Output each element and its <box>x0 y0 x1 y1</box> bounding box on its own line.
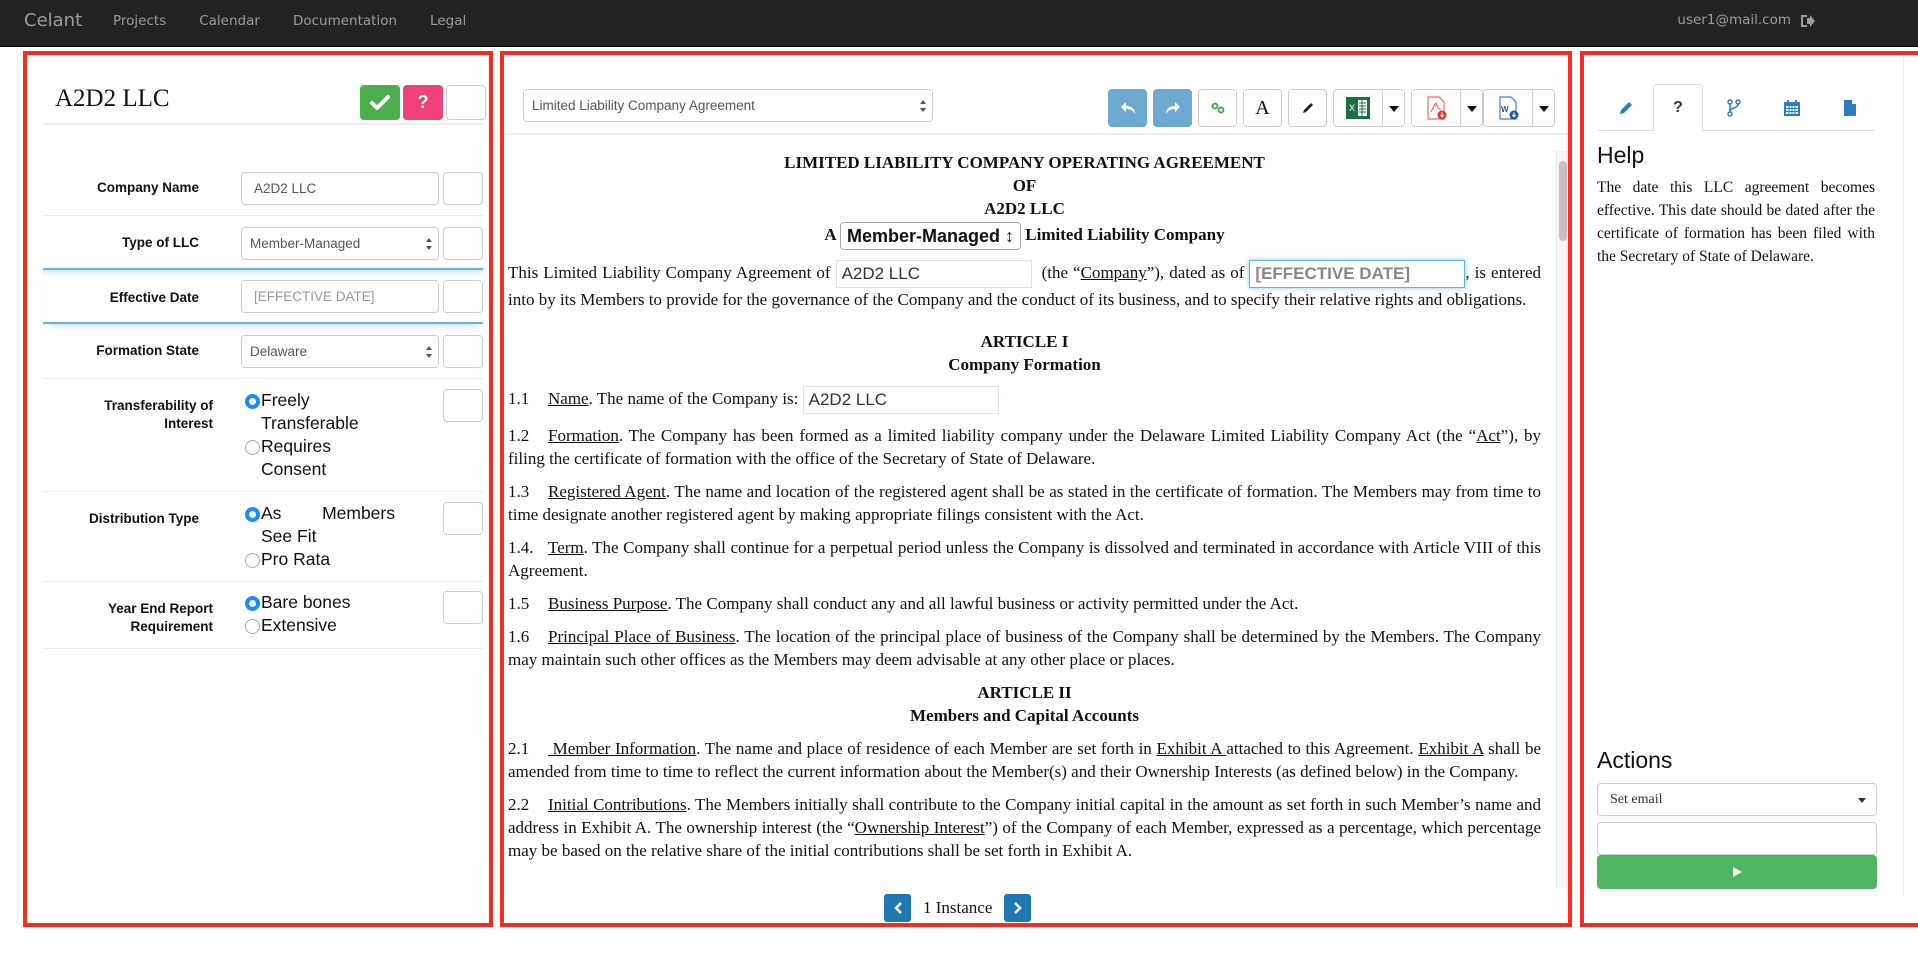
field-row-effective-date <box>43 268 483 324</box>
radio-empty-icon <box>245 619 260 634</box>
doc-company-name: A2D2 LLC <box>984 199 1065 218</box>
pdf-download-button[interactable] <box>1411 89 1461 127</box>
nav-legal[interactable]: Legal <box>430 13 467 29</box>
calendar-icon <box>1783 99 1801 117</box>
field-row-company-name <box>43 160 483 216</box>
doc-title: LIMITED LIABILITY COMPANY OPERATING AGREEMENT <box>784 153 1265 172</box>
play-icon <box>1731 866 1743 878</box>
extra-button[interactable] <box>446 85 486 120</box>
section-1-3: 1.3 Registered Agent. The name and location of the registered agent shall be as stated in the certificate of formation. The Members may from time to time designate another registered agent by making appropriate filings consistent with the Act. <box>508 482 1541 524</box>
panel-header <box>43 75 483 125</box>
field-side-button[interactable] <box>443 389 483 422</box>
field-label: Year End Report Requirement <box>107 601 213 634</box>
article-1-subtitle: Company Formation <box>948 355 1101 374</box>
article-1-title: ARTICLE I <box>980 332 1069 351</box>
company-name-inline-input-2[interactable]: A2D2 LLC <box>803 386 999 414</box>
chevron-left-icon <box>893 901 903 915</box>
word-download-button[interactable] <box>1483 89 1533 127</box>
field-label: Type of LLC <box>122 235 199 250</box>
scrollbar-thumb[interactable] <box>1559 161 1567 241</box>
user-email[interactable]: user1@mail.com <box>1677 12 1791 28</box>
document-panel <box>500 51 1572 927</box>
excel-icon <box>1346 97 1370 119</box>
redo-button[interactable] <box>1153 89 1192 127</box>
questionnaire-panel <box>23 51 493 927</box>
instance-count: 1 Instance <box>923 898 993 917</box>
nav-calendar[interactable]: Calendar <box>199 13 260 29</box>
radio-extensive[interactable]: Extensive <box>245 614 395 637</box>
field-row-type-of-llc <box>43 216 483 268</box>
radio-selected-icon <box>245 507 260 522</box>
tab-calendar[interactable] <box>1767 84 1817 131</box>
field-label: Transferability of Interest <box>104 398 213 431</box>
file-icon <box>1843 99 1857 117</box>
chevron-right-icon <box>1013 901 1023 915</box>
svg-text:W: W <box>1501 105 1509 114</box>
field-side-button[interactable] <box>443 227 483 260</box>
effective-date-inline-input[interactable]: [EFFECTIVE DATE] <box>1249 260 1465 288</box>
brand-logo[interactable]: Celant <box>24 10 83 31</box>
tab-help[interactable] <box>1653 84 1703 132</box>
action-select[interactable]: Set email <box>1597 783 1877 816</box>
company-name-inline-input[interactable]: A2D2 LLC <box>836 260 1032 288</box>
field-row-formation-state <box>43 324 483 379</box>
field-side-button[interactable] <box>443 591 483 624</box>
company-name-input[interactable]: A2D2 LLC <box>241 172 439 205</box>
sidebar-tabs <box>1597 84 1875 131</box>
link-button[interactable] <box>1198 89 1237 127</box>
font-icon: A <box>1255 96 1270 119</box>
radio-empty-icon <box>245 440 260 455</box>
document-scrollbar[interactable] <box>1556 151 1568 888</box>
sidebar-panel <box>1580 51 1918 927</box>
select-value: Delaware <box>250 344 308 359</box>
tab-document[interactable] <box>1825 84 1875 131</box>
field-label: Effective Date <box>109 290 199 305</box>
actions-title: Actions <box>1597 747 1673 773</box>
field-row-transferability <box>43 379 483 492</box>
excel-dropdown-toggle[interactable] <box>1383 89 1405 127</box>
section-1-2: 1.2 Formation. The Company has been formed as a limited liability company under the Delaware Limited Liability Company Act (the “Act”), by filing the certificate of formation with the office of the Secretary of State of Delaware. <box>508 426 1541 468</box>
field-side-button[interactable] <box>443 172 483 205</box>
radio-as-members-see-fit[interactable]: As Members See Fit <box>245 502 395 548</box>
select-arrows-icon <box>425 345 433 359</box>
year-end-report-radio-group <box>245 591 395 637</box>
radio-selected-icon <box>245 394 260 409</box>
radio-freely-transferable[interactable]: Freely Transferable <box>245 389 395 435</box>
help-button[interactable]: ? <box>403 85 443 120</box>
undo-icon <box>1120 101 1136 115</box>
tab-edit[interactable] <box>1601 84 1651 131</box>
nav-links <box>113 13 499 29</box>
section-1-4: 1.4. Term. The Company shall continue for a perpetual period unless the Company is dissolved and terminated in accordance with Article VIII of this Agreement. <box>508 538 1541 580</box>
nav-projects[interactable]: Projects <box>113 13 167 29</box>
field-side-button[interactable] <box>443 280 483 313</box>
pdf-dropdown-toggle[interactable] <box>1461 89 1483 127</box>
undo-button[interactable] <box>1108 89 1147 127</box>
radio-empty-icon <box>245 553 260 568</box>
help-title: Help <box>1597 142 1645 168</box>
field-side-button[interactable] <box>443 335 483 368</box>
top-navbar <box>0 0 1918 47</box>
radio-pro-rata[interactable]: Pro Rata <box>245 548 395 571</box>
redo-icon <box>1165 101 1181 115</box>
field-row-distribution-type <box>43 492 483 582</box>
doc-title-of: OF <box>1012 176 1037 195</box>
next-instance-button[interactable] <box>1004 894 1031 922</box>
document-content <box>508 151 1541 888</box>
sign-out-icon[interactable] <box>1799 13 1815 29</box>
formation-state-select[interactable] <box>241 335 439 368</box>
field-label: Formation State <box>96 343 199 358</box>
save-button[interactable] <box>360 85 400 120</box>
field-row-year-end-report <box>43 582 483 649</box>
field-label: Distribution Type <box>89 511 199 526</box>
section-2-2: 2.2 Initial Contributions. The Members initially shall contribute to the Company initial capital in the amount as set forth in such Member’s name and address in Exhibit A. The ownership interest (the “Ownership Interest”) of the Company of each Member, expressed as a percentage, which percentage may be based on the relative share of the initial contributions shall be set forth in Exhibit A. <box>508 795 1541 860</box>
section-1-6: 1.6 Principal Place of Business. The location of the principal place of business of the Company shall be determined by the Members. The Company may maintain such other offices as the Members may deem advisable at any other place or places. <box>508 627 1541 669</box>
question-icon: ? <box>1673 99 1683 116</box>
doc-intro-paragraph: This Limited Liability Company Agreement of A2D2 LLC (the “Company”), dated as of [EFFECTIVE DATE] , is entered into by its Members to provide for the governance of the Company and the conduct of its business, and to specify their relative rights and obligations. <box>508 260 1541 312</box>
distribution-radio-group <box>245 502 395 571</box>
nav-documentation[interactable]: Documentation <box>292 13 398 29</box>
edit-button[interactable] <box>1288 89 1327 127</box>
select-value: Member-Managed <box>250 236 361 251</box>
section-1-1: 1.1 Name. The name of the Company is: A2D2 LLC <box>508 386 1541 414</box>
type-of-llc-select[interactable] <box>241 227 439 260</box>
doc-llc-type-line: A Member-Managed ↕ Limited Liability Company <box>508 222 1541 250</box>
section-2-1: 2.1 Member Information. The name and place of residence of each Member are set forth in Exhibit A attached to this Agreement. Exhibit A shall be amended from time to time to reflect the current information about the Member(s) and their Ownership Interests (as defined below) in the Company. <box>508 739 1541 781</box>
pdf-download-icon <box>1424 96 1448 120</box>
radio-requires-consent[interactable]: Requires Consent <box>245 435 395 481</box>
word-dropdown-toggle[interactable] <box>1533 89 1555 127</box>
toolbar-divider <box>504 133 1568 135</box>
llc-type-inline-select[interactable]: Member-Managed ↕ <box>840 222 1021 250</box>
pencil-icon <box>1618 100 1634 116</box>
select-arrows-icon <box>919 99 927 113</box>
word-download-icon <box>1496 96 1520 120</box>
help-text: The date this LLC agreement becomes effective. This date should be dated after the certificate of formation has been filed with the Secretary of State of Delaware. <box>1597 179 1875 265</box>
excel-export-button[interactable] <box>1333 89 1383 127</box>
select-arrows-icon <box>425 237 433 251</box>
run-action-button[interactable] <box>1597 855 1877 889</box>
radio-selected-icon <box>245 596 260 611</box>
effective-date-input[interactable]: [EFFECTIVE DATE] <box>241 280 439 313</box>
svg-text:X: X <box>1349 103 1356 113</box>
section-1-5: 1.5 Business Purpose. The Company shall conduct any and all lawful business or activity permitted under the Act. <box>508 594 1299 613</box>
entity-title: A2D2 LLC <box>55 85 170 112</box>
instance-pager <box>884 894 1031 922</box>
check-icon <box>360 85 400 120</box>
action-input[interactable] <box>1597 822 1877 855</box>
pencil-icon <box>1301 101 1315 115</box>
sidebar-inner <box>1584 55 1904 895</box>
radio-bare-bones[interactable]: Bare bones <box>245 591 395 614</box>
field-label: Company Name <box>96 180 199 195</box>
select-value: Limited Liability Company Agreement <box>532 98 755 113</box>
article-2-title: ARTICLE II <box>977 683 1072 702</box>
link-icon <box>1211 102 1225 114</box>
field-side-button[interactable] <box>443 502 483 535</box>
transferability-radio-group <box>245 389 395 481</box>
code-fork-icon <box>1727 99 1741 117</box>
article-2-subtitle: Members and Capital Accounts <box>909 706 1140 725</box>
font-button[interactable] <box>1243 89 1282 127</box>
previous-instance-button[interactable] <box>884 894 911 922</box>
tab-branches[interactable] <box>1709 84 1759 131</box>
document-select[interactable] <box>523 89 933 122</box>
